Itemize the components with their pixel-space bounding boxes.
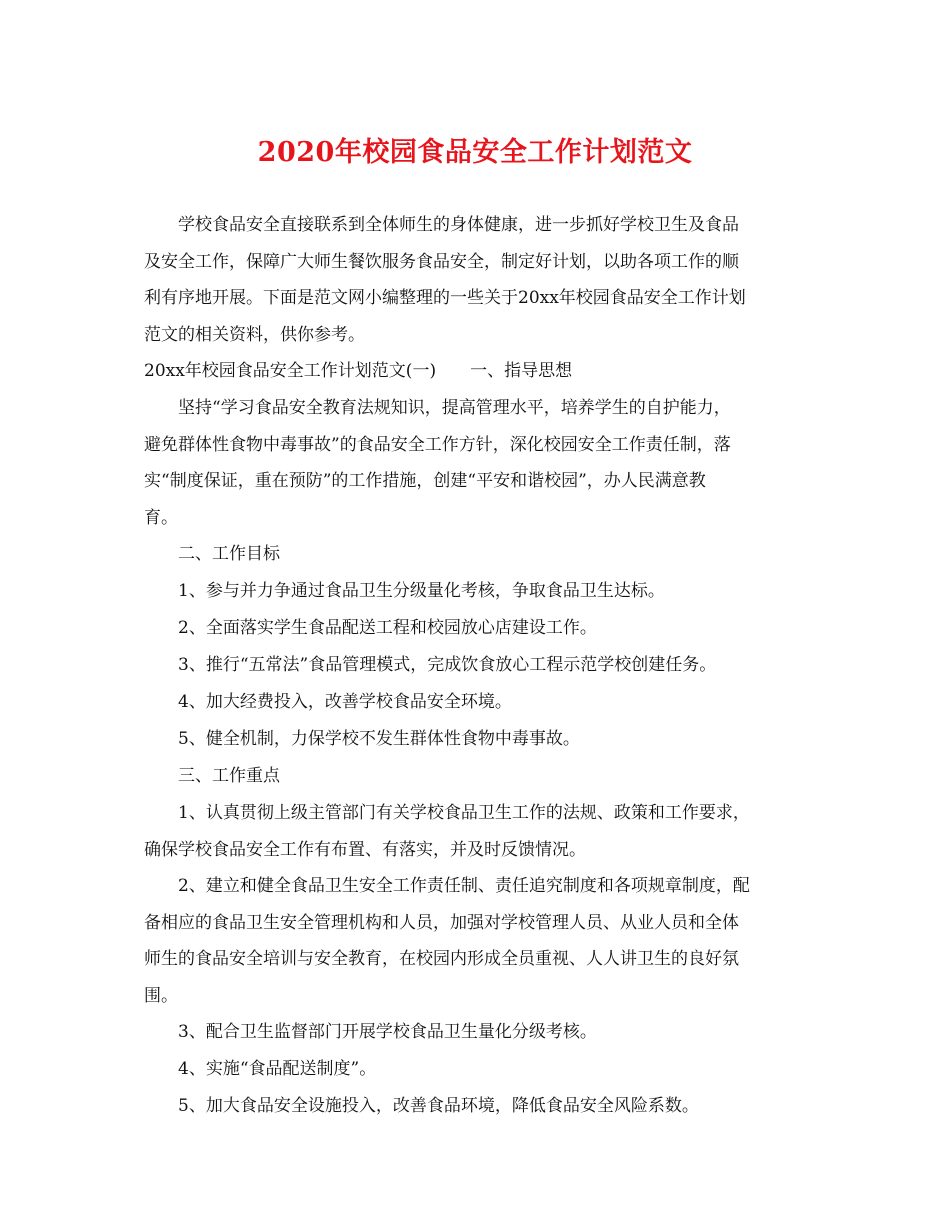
focus-item-5: 5、加大食品安全设施投入，改善食品环境，降低食品安全风险系数。	[178, 1096, 699, 1116]
text-line: 范文的相关资料，供你参考。	[144, 324, 365, 345]
text-line: 备相应的食品卫生安全管理机构和人员，加强对学校管理人员、从业人员和全体	[144, 912, 739, 933]
text-line: 坚持“学习食品安全教育法规知识，提高管理水平，培养学生的自护能力，	[178, 398, 731, 418]
focus-item-4: 4、实施“食品配送制度”。	[178, 1059, 377, 1079]
text-line: 避免群体性食物中毒事故”的食品安全工作方针，深化校园安全工作责任制，落	[144, 434, 731, 455]
text-line: 围。	[144, 985, 178, 1006]
focus-item-1	[144, 795, 808, 868]
text-line: 育。	[144, 507, 178, 528]
list-item: 2、全面落实学生食品配送工程和校园放心店建设工作。	[178, 618, 597, 638]
intro-paragraph	[144, 207, 808, 353]
focus-item-3: 3、配合卫生监督部门开展学校食品卫生量化分级考核。	[178, 1022, 597, 1042]
text-line: 师生的食品安全培训与安全教育，在校园内形成全员重视、人人讲卫生的良好氛	[144, 949, 739, 969]
list-item: 1、参与并力争通过食品卫生分级量化考核，争取食品卫生达标。	[178, 581, 665, 601]
list-item: 5、健全机制，力保学校不发生群体性食物中毒事故。	[178, 729, 580, 749]
guide-paragraph	[144, 390, 808, 536]
list-item: 4、加大经费投入，改善学校食品安全环境。	[178, 692, 512, 712]
text-line: 确保学校食品安全工作有布置、有落实，并及时反馈情况。	[144, 839, 586, 860]
focus-heading: 三、工作重点	[178, 766, 280, 786]
goals-list	[144, 573, 808, 758]
document-body	[144, 207, 808, 1125]
list-item: 3、推行“五常法”食品管理模式，完成饮食放心工程示范学校创建任务。	[178, 655, 717, 675]
text-line: 及安全工作，保障广大师生餐饮服务食品安全，制定好计划，以助各项工作的顺	[144, 251, 739, 272]
goals-heading: 二、工作目标	[178, 544, 280, 564]
text-line: 1、认真贯彻上级主管部门有关学校食品卫生工作的法规、政策和工作要求，	[178, 803, 750, 823]
focus-item-2	[144, 868, 808, 1014]
document-title: 2020年校园食品安全工作计划范文	[257, 137, 693, 168]
text-line: 利有序地开展。下面是范文网小编整理的一些关于20xx年校园食品安全工作计划	[144, 288, 746, 308]
text-line: 2、建立和健全食品卫生安全工作责任制、责任追究制度和各项规章制度，配	[178, 876, 750, 896]
text-line: 实“制度保证，重在预防”的工作措施，创建“平安和谐校园”，办人民满意教	[144, 471, 706, 491]
text-line: 学校食品安全直接联系到全体师生的身体健康，进一步抓好学校卫生及食品	[178, 215, 739, 235]
section-heading: 20xx年校园食品安全工作计划范文(一) 一、指导思想	[144, 361, 573, 381]
